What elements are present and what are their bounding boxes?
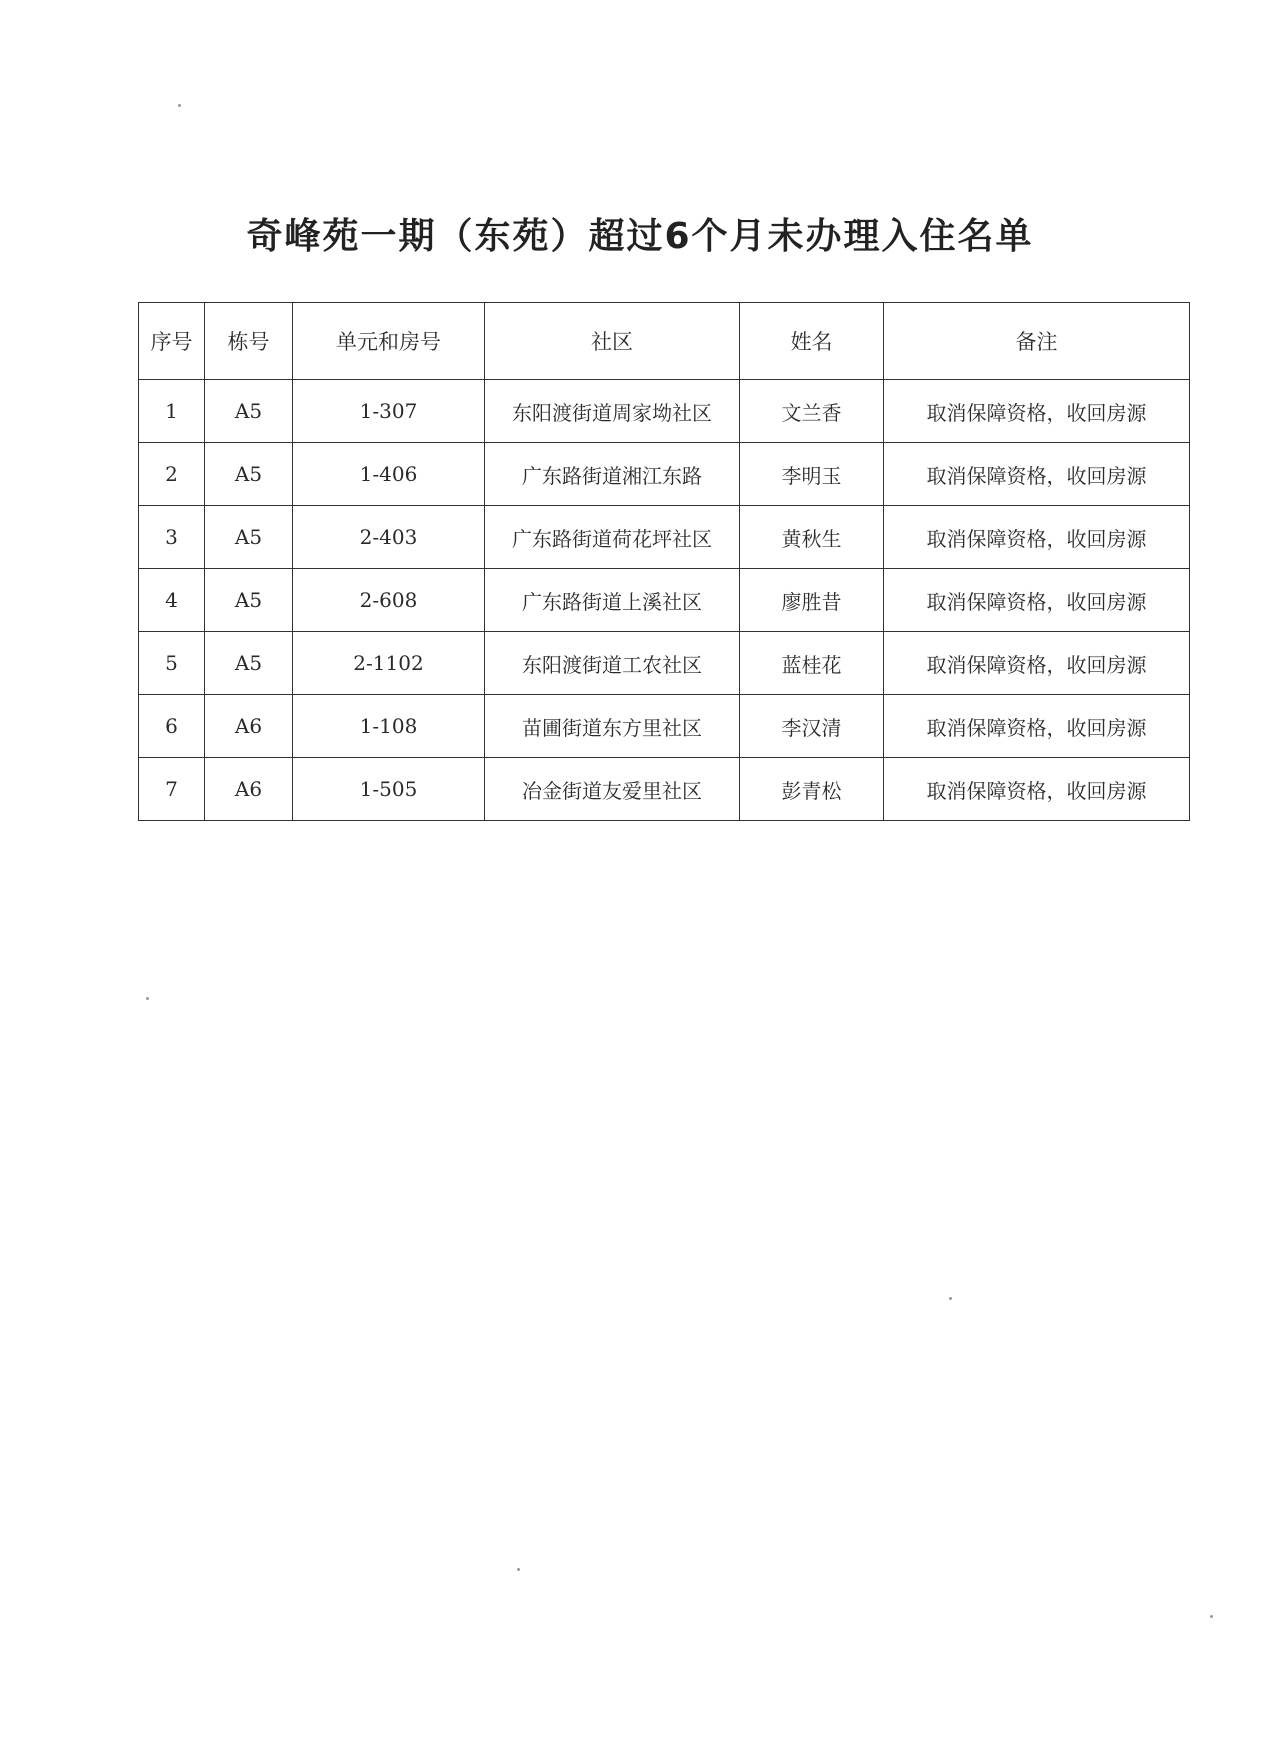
table-row [139,695,1190,758]
cell-seq: 1 [139,380,205,443]
cell-name: 黄秋生 [740,506,884,569]
cell-building: A6 [205,758,293,821]
cell-remark: 取消保障资格，收回房源 [884,695,1190,758]
scan-speck [949,1297,952,1300]
cell-name: 李汉清 [740,695,884,758]
cell-seq: 4 [139,569,205,632]
cell-community: 冶金街道友爱里社区 [485,758,740,821]
cell-seq: 6 [139,695,205,758]
scan-speck [517,1568,520,1571]
table-row [139,443,1190,506]
cell-unit-room: 1-307 [293,380,485,443]
cell-unit-room: 2-403 [293,506,485,569]
cell-building: A5 [205,380,293,443]
cell-seq: 5 [139,632,205,695]
cell-seq: 7 [139,758,205,821]
cell-name: 彭青松 [740,758,884,821]
header-name: 姓名 [740,303,884,380]
cell-building: A5 [205,569,293,632]
cell-community: 广东路街道湘江东路 [485,443,740,506]
cell-name: 蓝桂花 [740,632,884,695]
cell-name: 廖胜昔 [740,569,884,632]
cell-building: A5 [205,506,293,569]
cell-remark: 取消保障资格，收回房源 [884,443,1190,506]
table-body [139,380,1190,821]
header-community: 社区 [485,303,740,380]
header-unit-room: 单元和房号 [293,303,485,380]
roster-table [138,302,1190,821]
cell-unit-room: 1-406 [293,443,485,506]
cell-building: A5 [205,443,293,506]
scan-speck [178,104,181,107]
header-remark: 备注 [884,303,1190,380]
cell-seq: 2 [139,443,205,506]
cell-remark: 取消保障资格，收回房源 [884,569,1190,632]
header-building: 栋号 [205,303,293,380]
cell-name: 文兰香 [740,380,884,443]
cell-remark: 取消保障资格，收回房源 [884,758,1190,821]
scan-speck [146,997,149,1000]
cell-seq: 3 [139,506,205,569]
cell-unit-room: 1-108 [293,695,485,758]
cell-community: 广东路街道荷花坪社区 [485,506,740,569]
cell-community: 苗圃街道东方里社区 [485,695,740,758]
cell-unit-room: 1-505 [293,758,485,821]
cell-community: 广东路街道上溪社区 [485,569,740,632]
table-row [139,569,1190,632]
cell-remark: 取消保障资格，收回房源 [884,506,1190,569]
table-row [139,380,1190,443]
cell-remark: 取消保障资格，收回房源 [884,380,1190,443]
scan-speck [1210,1615,1213,1618]
table-row [139,632,1190,695]
table-row [139,506,1190,569]
cell-remark: 取消保障资格，收回房源 [884,632,1190,695]
header-row [139,303,1190,380]
cell-community: 东阳渡街道周家坳社区 [485,380,740,443]
cell-community: 东阳渡街道工农社区 [485,632,740,695]
cell-name: 李明玉 [740,443,884,506]
cell-building: A6 [205,695,293,758]
cell-building: A5 [205,632,293,695]
cell-unit-room: 2-1102 [293,632,485,695]
table-row [139,758,1190,821]
table-header [139,303,1190,380]
header-seq: 序号 [139,303,205,380]
cell-unit-room: 2-608 [293,569,485,632]
page-title: 奇峰苑一期（东苑）超过6个月未办理入住名单 [246,216,1034,258]
